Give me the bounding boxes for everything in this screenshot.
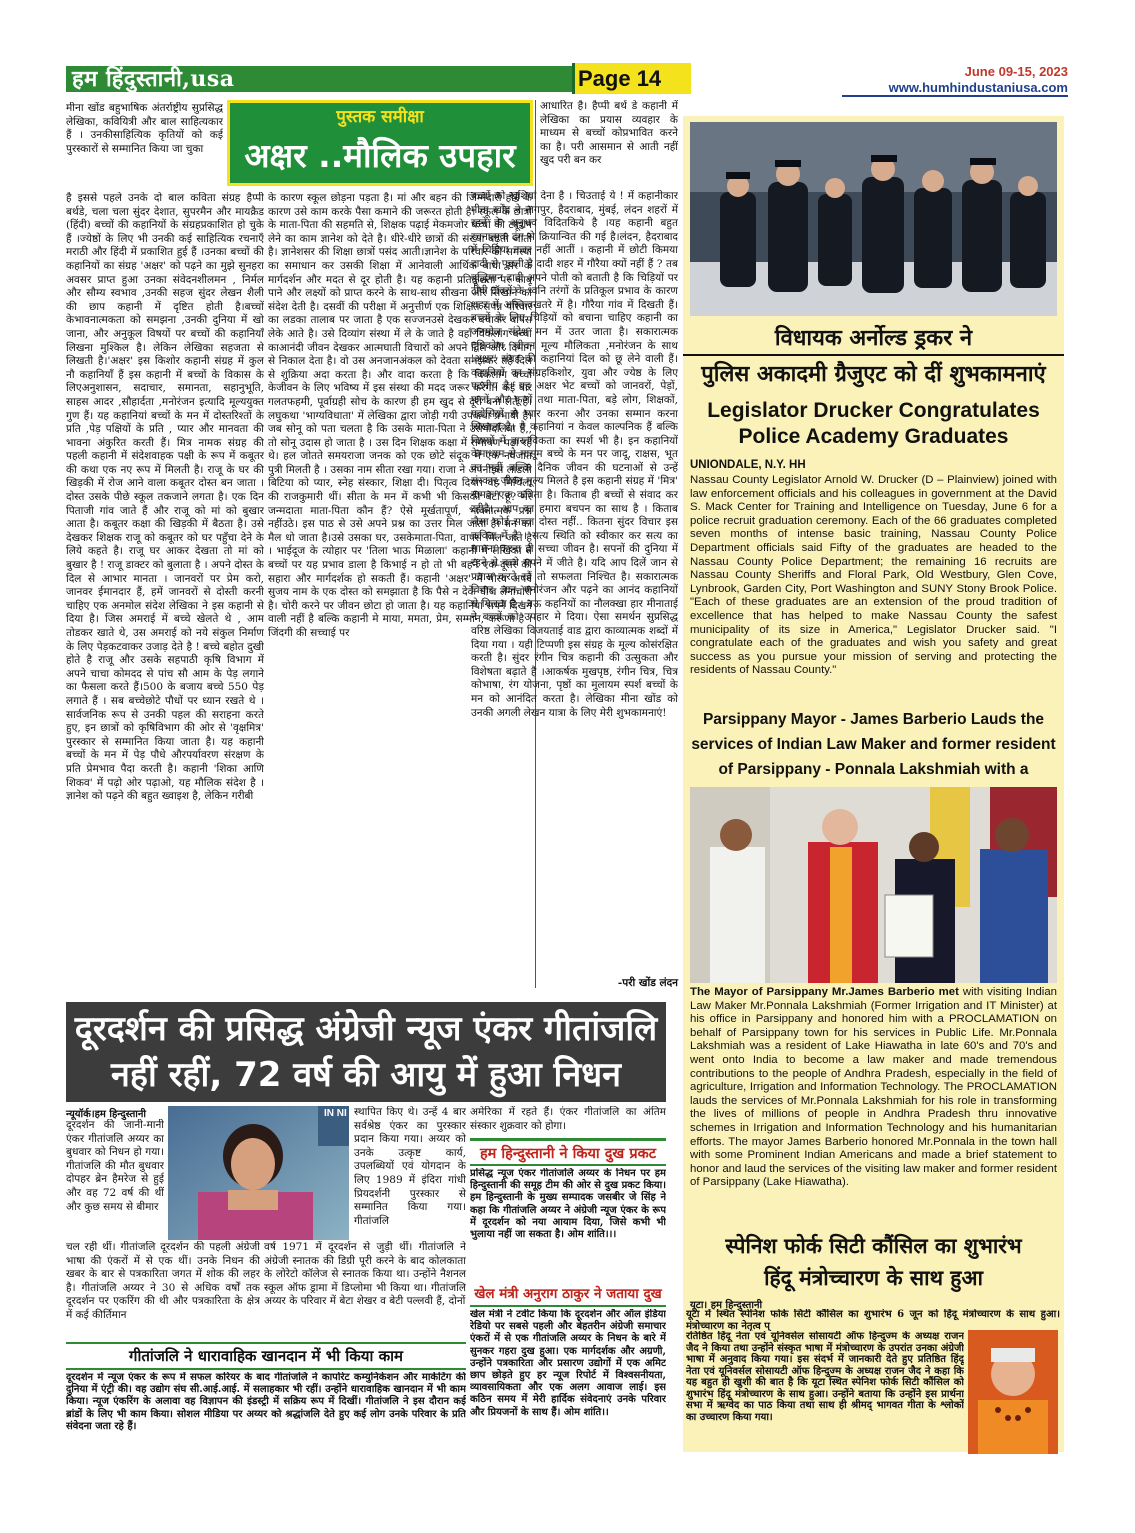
anurag-thakur-body: खेल मंत्री ने टवीट किया कि दूरदर्शन और ऑल इंडिया रेडियो पर सबसे पहली और बेहतरीन अंग्रेजी समाचार एंकरों में से एक गीतांजलि अय्यर के निधन के बारे में सुनकर गहरा दुख हुआ। एक मार्गदर्शक और अग्रणी, उन्होंने पत्रकारिता और प्रसारण उद्योगों में एक अमिट छाप छोड़ते हुए हर न्यूज रिपोर्ट में विश्वसनीयता, व्यावसायिकता और एक अलग आवाज लाई। इस कठिन समय में मेरी हार्दिक संवेदनाएं उनके परिवार और प्रियजनों के साथ हैं। ओम शांति।। [470, 1309, 666, 1418]
headline-rule [683, 354, 1064, 356]
barberio-body-lead: The Mayor of Parsippany Mr.James Barberio met [690, 986, 959, 998]
dd-column-2: वर्ष 1971 में दूरदर्शन से जुड़ी थीं। गीतांजलि ने अंग्रेजी स्नातक की डिग्री पूरी करने के बाद कोलकाता के लोरेटो कॉलेज से स्नातक किया था। उन्होंने नैशनल स्कूल ऑफ ड्रामा में डिप्लोमा भी किया था। गीतांजलि अय्यर के परिवार में बेटा शेखर व बेटी पल्लवी हैं, दोनों [264, 1241, 466, 1308]
drucker-headline-en: Legislator Drucker Congratulates Police Academy Graduates [707, 399, 1040, 448]
book-review-title: अक्षर ..मौलिक उपहार [244, 136, 516, 175]
spanish-fork-body-top: यूटा में स्थित स्पेनिश फोर्क सिटी कौंसिल का शुभारंभ 6 जून को हिंदू मंत्रोच्चारण के साथ हुआ। मंत्रोच्चारण का नेतृत्व प् [686, 1309, 1060, 1331]
khandaan-title: गीतांजलि ने धारावाहिक खानदान में भी किया काम [129, 1347, 403, 1365]
dd-column-1-top: दूरदर्शन की जानी-मानी एंकर गीतांजलि अय्यर का बुधवार को निधन हो गया।गीतांजलि की मौत बुधवार दोपहर ब्रेन हैमरेज से हुई और वह 72 वर्ष की थीं और कुछ समय से बीमार [66, 1119, 164, 1213]
dd-column-2-top: स्थापित किए थे। उन्हें 4 बार सर्वश्रेष्ठ एंकर का पुरस्कार प्रदान किया गया। अय्यर को उनके उत्कृष्ट कार्य, उपलब्धियों एवं योगदान के लिए 1989 में इंदिरा गांधी प्रियदर्शनी पुरस्कार से सम्मानित किया गया। गीतांजलि [354, 1106, 466, 1227]
doordarshan-headline: दूरदर्शन की प्रसिद्ध अंग्रेजी न्यूज एंकर गीतांजलि नहीं रहीं, 72 वर्ष की आयु में हुआ निधन [74, 1009, 658, 1095]
condolence-box-title: हम हिन्दुस्तानी ने किया दुख प्रकट [479, 1146, 657, 1162]
police-graduation-photo [690, 122, 1057, 316]
page-number: Page 14 [578, 66, 662, 91]
gitanjali-anchor-photo [168, 1106, 349, 1240]
box-rule-top [470, 1138, 666, 1141]
condolence-box-body: प्रसिद्ध न्यूज एंकर गीतांजलि अय्यर के निधन पर हम हिन्दुस्तानी की समूह टीम की ओर से दुख प्रकट किया। हम हिन्दुस्तानी के मुख्य सम्पादक जसबीर जे सिंह ने कहा कि गीतांजलि अय्यर ने अंग्रेजी न्यूज एंकर के रूप में दूरदर्शन को नया आयाम दिया, जिसे कभी भी भुलाया नहीं जा सकता है। ओम शांति।।। [470, 1168, 666, 1241]
dd-column-1: चल रही थीं। गीतांजलि दूरदर्शन की पहली अंग्रेजी भाषा की एंकरों में से एक थीं। उनके निधन की खबर के बार से पत्रकारिता जगत में शोक की लहर है। गीतांजलि अय्यर ने 30 से अधिक वर्षों तक दूरदर्शन पर एकरिंग की थी और पत्रकारिता के क्षेत्र में कई कीर्तिमान [66, 1241, 260, 1321]
barberio-body [690, 986, 1057, 1218]
barberio-body-text: with visiting Indian Law Maker Mr.Ponnala Lakshmiah (Former Irrigation and IT Minister) at his office in Parsippany and honored him with a PROCLAMATION on behalf of Parsippany town for his services in Public Life. Mr.Ponnala Lakshmiah was a resident of Lake Hiawatha in late 60's and 70's and went onto India to become a law maker and made tremendous contributions to the people of Andhra Pradesh, especially in the field of agriculture, Irrigation and Information Technology. The PROCLAMATION lauds the services of Mr.Ponnala Lakshmiah for his role in transforming the lives of millions of people in Andhra Pradesh thru innovative schemes in Irrigation and Information Technology and his humanitarian efforts. The mayor James Barberio honored Mr.Ponnala in the town hall with some Prominent Indian Americans and made a brief statement to honor and laud the services of the visiting law maker and former resident of Parsippany (Lake Hiawatha). [690, 986, 1057, 1189]
book-review-kicker: पुस्तक समीक्षा [336, 107, 424, 127]
box-rule-2 [470, 1305, 666, 1307]
drucker-body: Nassau County Legislator Arnold W. Drucker (D – Plainview) joined with law enforcement officials and his colleagues in government at the David S. Mack Center for Training and Intelligence on Tuesday, June 6 for a police recruit graduation ceremony. Each of the 66 graduates completed seven months of intense basic training, Nassau County Police Department officials said Fifty of the graduates are headed to the Nassau County Police Department; the remaining 16 recruits are Nassau County Sheriffs and Floral Park, Old Westbury, Glen Cove, Lynbrook, Garden City, Port Washington and SUNY Stony Brook Police. "Each of these graduates are an extension of the proud tradition of excellence that has helped to make Nassau County the safest municipality of its size in America," Legislator Drucker said. "I congratulate each of the graduates and wish you safety and great success as you pursue your mission of serving and protecting the residents of Nassau County." [690, 474, 1057, 677]
proclamation-photo [690, 787, 1057, 983]
drucker-headline-hi-1: विधायक अर्नोल्ड ड्रकर ने [774, 326, 973, 351]
website-underline [842, 95, 1068, 97]
review-column-1 [66, 192, 264, 988]
box-rule-mid [470, 1164, 666, 1166]
rajan-zed-photo [968, 1330, 1058, 1454]
khandaan-body: दूरदर्शन में न्यूज एंकर के रूप में सफल करियर के बाद गीतांजलि ने कार्पोरेट कम्युनिकेशन और मार्केटिंग की दुनिया में एंट्री की। वह उद्योग संघ सी.आई.आई. में सलाहकार भी रहीं। उन्होंने धारावाहिक खानदान में भी काम किया। न्यूज एंकरिंग के अलावा वह विज्ञापन की इंडस्ट्री में सक्रिय रूप में दिखीं। गीतांजलि ने इस दौरान कई ब्रांडों के लिए भी काम किया। सोशल मीडिया पर अय्यर को श्रद्धांजलि देते हुए कई लोग उनके परिवार के प्रति संवेदना जता रहे हैं। [66, 1372, 466, 1432]
review-column-3: बच्चों को खुशियां देना है । चिउताई ये ! में कहानीकार मीना खोंड ने नागपुर, हैदराबाद, मुंबई, लंदन शहरों में रहने के अनुभव विदितकिये है ।यह कहानी बहुत रचनात्मक ढंग से क्रियान्वित की गई है।लंदन, हैदराबाद में चिड़िया नजर नहीं आतीं । कहानी में छोटी किमया दादी से पूछती है दादी शहर में गौरैया क्यों नहीं हैं ? तब बुद्धिमान दादी अपने पोती को बताती है कि चिड़ियों पर टीवी टॉवरों के ध्वनि तरंगों के प्रतिकूल प्रभाव के कारण शहर में अस्तित्वखतरे में है। गौरैया गांव में दिखती हैं। बच्चों के लिए चिड़ियों को बचाना चाहिए कहानी का अनमोल संदेश मन में उतर जाता है। सकारात्मक दृष्टिकोण, जीवन मूल्य मौलिकता ,मनोरंजन के साथ 'अक्षर' संग्रह की कहानियां दिल को छू लेने वाली हैं।कहानियों का संग्रहकिशोर, युवा और ज्येष्ठ के लिए पठनीय है। यह अक्षर भेट बच्चों को जानवरों, पेड़ों, फलों और फूलों तथा माता-पिता, बड़े लोग, शिक्षकों, पड़ोसियों से प्यार करना और उनका सम्मान करना सिखाता है। ये कहानियां न केवल काल्पनिक हैं बल्कि विषयों में वास्तविकता का स्पर्श भी है। इन कहानियों केमाध्यम से मासूम बच्चे के मन पर जादू, राक्षस, भूत का नहीं बल्कि दैनिक जीवन की घटनाओं से उन्हें संस्कार,जीवन मूल्य मिलते है इस कहानी संग्रह में 'मित्र' नामक एक कविता है। किताब ही बच्चों से संवाद कर रहीहै।. आप का हमारा बचपन का साथ है । किताब जैसा कोई सच्चा दोस्त नहीं.. कितना सुंदर विचार इस कविता में है । सत्य स्थिति को स्वीकार कर सत्य का सामना करना ही सच्चा जीवन है। सपनों की दुनिया में रहने से बच्चे सपने में जीते है। यदि आप दिलें जान से प्रयास करते रहें तो सफलता निश्चित है। सकारात्मक विचार, ज्ञान, मनोरंजन और पढ़ने का आनंद कहानियों से मिलता है । नऊ कहनियों का नौलक्खा हार मीनाताई ने बच्चों को उपहार मे दिया। ऐसा समर्थन सुप्रसिद्ध वरिष्ठ लेखिका विजयताई वाड द्वारा काव्यात्मक शब्दों में दिया गया । यही टिप्पणी इस संग्रह के मूल्य कोसंरक्षित करती है। सुंदर रंगीन चित्र कहानी की उत्सुकता और विशेषता बढ़ाते है ।आकर्षक मुखपृष्ठ, रंगीन चित्र, चित्र कोभाषा, रंग योजना, पृष्ठों का मुलायम स्पर्श बच्चों के मन को आनंदित करता है। लेखिका मीना खोंड को उनकी अगली लेखन यात्रा के लिए मेरी शुभकामनाएं! [471, 190, 678, 719]
barberio-headline: Parsippany Mayor - James Barberio Lauds the services of Indian Law Maker and former resident of Parsippany - Ponnala Lakshmiah with a [691, 711, 1056, 778]
brand-logo: हम हिंदुस्तानी,usa [72, 66, 235, 92]
website-link[interactable]: www.humhindustaniusa.com [888, 80, 1068, 95]
spanish-fork-body: रतिष्ठित हिंदू नेता एवं यूनिवर्सल सोसायटी ऑफ हिन्दुज्म के अध्यक्ष राजन जैद ने किया तथा उन्होंने संस्कृत भाषा में मंत्रोच्चारण के उपरांत उनका अंग्रेजी भाषा में अनुवाद किया गया। इस संदर्भ में जानकारी देते हुए प्रतिष्ठित हिंदू नेता एवं यूनिवर्सल सोसायटी ऑफ हिन्दुज्म के अध्यक्ष राजन जैद ने कहा कि यह बहुत ही खुशी की बात है कि यूटा स्थित स्पेनिश फोर्क सिटी कौंसिल को शुभारंभ हिंदू मंत्रोच्चारण के साथ हुआ। उन्होंने बताया कि उन्होंने इस प्रार्थना सभा में ऋग्वेद का पाठ किया तथा साथ ही श्रीमद् भागवत गीता के श्लोकों का उच्चारण किया गया। [686, 1331, 964, 1423]
review-column-1-text: है इससे पहले उनके दो बाल कविता संग्रह हैप्पी बर्थडे, चला चला सुंदर देशात, सुपरमैन और मायक्रैड (हिंदी) बच्चों की कहानियों के संग्रहप्रकाशित हो चुके हैं ।ज्येष्ठों के लिए भी उनकी कई साहित्यिक रचनाएँ मराठी और हिंदी में प्रकाशित हुई हैं ।उनका बच्चों की कहानियों का संग्रह 'अक्षर' को पढ़ने का मुझे सुनहरा अवसर प्राप्त हुआ उनका संवेदनशीलमन , निर्मल और सौम्य स्वभाव ,उनकी सहज सुंदर लेखन शैली की छाप कहानी में दृष्टित होती है।बच्चों केभावनात्मकता को समझना ,उनकी दुनिया में खो जाना, और अनुकूल विषयों पर बच्चों की कहानियाँ लिखना मुश्किल है। लेकिन लेखिका सहजता से लिखती है।'अक्षर' इस किशोर कहानी संग्रह में कुल नौ कहानियाँ हैं इस कहानी में बच्चों के विकास के लिएअनुशासन, सदाचार, समानता, सहानुभूति, साहस आदर ,सौहार्दता ,मनोरंजन इत्यादि मूल्ययुक्त गुण हैं। यह कहानियां बच्चों के मन में दोस्तरिश्तों के प्रति ,पेड़ पक्षियों के प्रति , प्यार और मानवता की भावना अंकुरित करती हैं। मित्र नामक संग्रह की पहली कहानी में संदेशवाहक पक्षी के रूप में कबूतर की कथा एक नए रूप में मिलती है। राजू के घर की खिड़की में रोज आने वाला कबूतर दोस्त बन जाता । दोस्त उसके पीछे स्कूल तकजाने लगता है। एक दिन पिताजी गांव जाते हैं और राजू को मां को बुखार आता है। कबूतर कक्षा की खिड़की में बैठता है। उसे देखकर शिक्षक राजू को कबूतर को घर पहुँचा देने के लिये कहते है। राजू घर आकर देखता तो मां को बुखार है ! राजू डाक्टर को बुलाता है । अपने दोस्त के दिल से आभार मानता । जानवरों पर प्रेम करो, जानवर ईमानदार हैं, हमें जानवरों से दोस्ती करनी चाहिए एक अनमोल संदेश लेखिका ने इस कहानी से दिया है। जिस अमराई में बच्चे खेलते थे , आम तोडकर खाते थे, उस अमराई को नये संकुल निर्माण के लिए पेड़कटवाकर उजाड़ देते है ! बच्चे बहोत दुखी होते है राजू और उसके सहपाठी कृषि विभाग में अपने चाचा कोमदद से पांच सौ आम के पेड़ लगाने का फैसला करते हैं।500 के बजाय बच्चे 550 पेड़ लगाते हैं । सब बच्चेछोटे पौधों पर ध्यान रखते थे । सार्वजनिक रूप से उनकी पहल की सराहना करते हुए, इन छात्रों को कृषिविभाग की ओर से 'वृक्षमित्र' पुरस्कार से सम्मानित किया जाता है। यह कहानी बच्चों के मन में पेड़ पौधे औरपर्यावरण संरक्षण के प्रति प्रेमभाव पैदा करती है। कहानी 'शिका आणि शिकव' में पढ़ो ओर पढ़ाओ, यह मौलिक संदेश है । ज्ञानेश को पढ़ने की बहुत ख्वाइश है, लेकिन गरीबी [66, 192, 264, 803]
issue-date: June 09-15, 2023 [964, 64, 1068, 79]
drucker-headline-hi-2: पुलिस अकादमी ग्रैजुएट को दीं शुभकामनाएं [701, 362, 1046, 387]
sub-rule-bottom [66, 1368, 466, 1370]
review-column-1-top: मीना खोंड बहुभाषिक अंतर्राष्ट्रीय सुप्रसिद्ध लेखिका, कवियित्री और बाल साहित्यकार हैं । उनकीसाहित्यिक कृतियों को कई पुरस्कारों से सम्मानित किया जा चुका [66, 102, 223, 155]
review-column-2: के कारण स्कूल छोड़ना पड़ता है। मां और बहन की जिम्मेदारी होने के कारण उसे काम करके पैसा कमाने की जरूरत होती है। स्कूल के छात्रों के माता-पिता की सहमति से, शिक्षक पढ़ाई मेकमजोर बच्चों की ट्यूशन लेने का काम ज्ञानेश को देते है। धीरे-धीरे छात्रों की संख्या बढ़ती जाती है। ज्ञानेशसर की शिक्षा छात्रों पसंद आती।ज्ञानेश के परिवार की समस्या का समाधान कर उसकी शिक्षा में आनेवाली आर्थिक बाधा सर के मार्गदर्शन और मदत से दूर होती है। यह कहानी प्रतिकूलता पर काबू पाने और लक्ष्यों को प्राप्त करने के साथ-साथ सीखना और सिखाने का संदेश देती है। दसवीं की परीक्षा में अनुत्तीर्ण एक शिक्षित संपन्न परिवार का लडका तालाब पर जाता है एक सज्जनउसे देखकर बचाकर वापस लेके आते है। उसे दिव्यांग संस्था में ले के जाते है वहाँ विकलांग बच्चों काआनंदी जीवन देखकर आत्मघाती विचारों को अपने दिल और दिमाग से निकाल देता है। वो उस अनजानअंकल को देवता समझकर तहे दिल से शुक्रिया अदा करता है। और वादा करता है कि विकलांग बच्चों केजीवन के लिए भविष्य में इस संस्था की मदद जरूर करेगा। कई बार गलतफहमी, पूर्वाग्रही सोच के कारण ही हम खुद से दूरी बना लेते हैं। लघुकथा 'भाग्यविधाता' में लेखिका द्वारा जोड़ी गयी उपकथा प्रभावी है। जब सोनू को पता चलता है कि उसके माता-पिता ने उसेगोदलिया है,, तो सोनू उदास हो जाता है । उस दिन शिक्षक कक्षा में रामायण पढ़ा रहे थे। हल जोतते समयराजा जनक को एक छोटे संदूक में एक नवजात पुत्री मिलती है । उसका नाम सीता रखा गया। राजा ने अपनीइस लाडली बिटिया को प्यार, स्नेह संस्कार, शिक्षा दी। पितृत्व दिया। वह मिथिला की राजकुमारी थीं। सीता के मन में कभी भी किसकी बेटी हूं? मेरे जन्मदाता माता-पिता कौन हैं? ऐसे मूर्खतापूर्ण, भावनात्मक प्रश्न नहींउठे। इस पाठ से उसे अपने प्रश्न का उत्तर मिल जाता है। मन का मैल धो जाता है।उसे उसका घर, उसकेमाता-पिता, वापस मिल जाते है । भाईदूज के त्योहार पर 'तिला भाऊ मिळाला' कहानी में लेखिका ने बच्चों पर यह प्रभाव डाला है किभाई न हो तो भी बहनें एक-दूसरे की सहारा और मार्गदर्शक हो सकती हैं। कहानी 'अक्षर' में गौरव अपने सुजय नाम के एक दोस्त को समझाता है कि पैसे न देके चीज लेनाचोरी है। चोरी करने पर जीवन छोटा हो जाता है। यह कहानियां सपने दिखने वाली नहीं है बल्कि कहानी मे माया, ममता, प्रेम, सम्मान, करूणा है । जिंदगी की सच्चाई पर [268, 192, 532, 639]
review-column-3-top: आधारित है। हैप्पी बर्थ डे कहानी में लेखिका का प्रयास व्यवहार के माध्यम से बच्चों कोप्रभावित करने का है। परी आसमान से आती नहीं खुद परी बन कर [540, 100, 678, 167]
dd-column-3: अमेरिका में रहते हैं। एंकर गीतांजलि का अंतिम संस्कार शुक्रवार को होगा। [470, 1106, 666, 1132]
drucker-dateline: UNIONDALE, N.Y. HH [690, 459, 806, 471]
sub-rule-top [66, 1342, 466, 1344]
anurag-thakur-title: खेल मंत्री अनुराग ठाकुर ने जताया दुख [474, 1286, 662, 1302]
dd-dateline: न्यूयॉर्क।हम हिन्दुस्तानी [66, 1109, 147, 1120]
spanish-fork-dateline: यूटा। हम हिन्दुस्तानी [690, 1300, 763, 1311]
tv-channel-logo: IN NI [324, 1108, 347, 1119]
spanish-fork-headline-1: स्पेनिश फोर्क सिटी कौंसिल का शुभारंभ [725, 1234, 1022, 1258]
review-byline: -परी खोंड लंदन [617, 977, 678, 989]
spanish-fork-headline-2: हिंदू मंत्रोच्चारण के साथ हुआ [764, 1266, 983, 1290]
